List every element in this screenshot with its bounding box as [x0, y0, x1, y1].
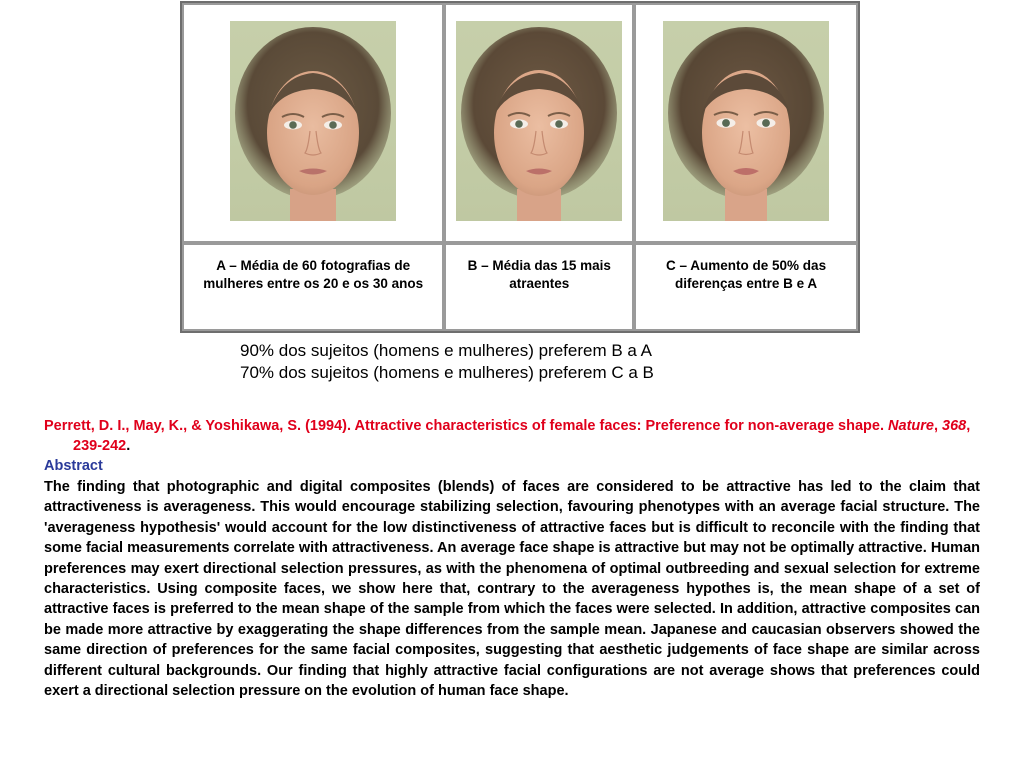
stat-line-2: 70% dos sujeitos (homens e mulheres) preferem C a B	[240, 363, 654, 382]
stat-line-1: 90% dos sujeitos (homens e mulheres) preferem B a A	[240, 341, 652, 360]
caption-cell-a	[182, 243, 444, 331]
face-photo-c	[663, 21, 829, 221]
face-cell-b	[444, 3, 634, 243]
face-cell-a	[182, 3, 444, 243]
abstract-heading: Abstract	[44, 458, 103, 474]
citation-end: .	[126, 438, 131, 454]
citation	[44, 416, 984, 456]
face-photo-b	[456, 21, 622, 221]
caption-c: C – Aumento de 50% das diferenças entre B e A	[666, 258, 827, 291]
citation-pages: , 239-242	[73, 418, 971, 454]
caption-b: B – Média das 15 mais atraentes	[467, 258, 611, 291]
face-photo-a	[230, 21, 396, 221]
caption-cell-c	[634, 243, 858, 331]
faces-caption-row	[182, 243, 858, 331]
faces-table	[180, 1, 860, 333]
citation-sep: ,	[933, 418, 943, 434]
abstract-body: The finding that photographic and digital composites (blends) of faces are considered to be attractive has led to the claim that attractiveness is averageness. This would encourage stabilizing selection, favouring phenotypes with an average facial structure. The 'averageness hypothesis' would account for the low distinctiveness of attractive faces but is difficult to reconcile with the finding that some facial measurements correlate with attractiveness. An average face shape is attractive but may not be optimally attractive. Human preferences may exert directional selection pressures, as with the phenomena of optimal outbreeding and sexual selection for extreme characteristics. Using composite faces, we show here that, contrary to the averageness hypothes is, the mean shape of a set of attractive faces is preferred to the mean shape of the sample from which the faces were selected. In addition, attractive composites can be made more attractive by exaggerating the shape differences from the sample mean. Japanese and caucasian observers showed the same direction of preferences for the same facial composites, suggesting that aesthetic judgements of face shape are similar across different cultural backgrounds. Our finding that highly attractive facial configurations are not average shows that preferences could exert a directional selection pressure on the evolution of human face shape.	[44, 479, 980, 700]
faces-image-row	[182, 3, 858, 243]
face-cell-c	[634, 3, 858, 243]
citation-journal: Nature	[888, 418, 934, 434]
citation-authors-title: Perrett, D. I., May, K., & Yoshikawa, S. (1994). Attractive characteristics of female faces: Preference for non-average shape.	[44, 418, 889, 434]
citation-volume: 368	[942, 418, 967, 434]
caption-a: A – Média de 60 fotografias de mulheres entre os 20 e os 30 anos	[203, 258, 424, 291]
caption-cell-b	[444, 243, 634, 331]
preference-stats	[240, 340, 654, 384]
